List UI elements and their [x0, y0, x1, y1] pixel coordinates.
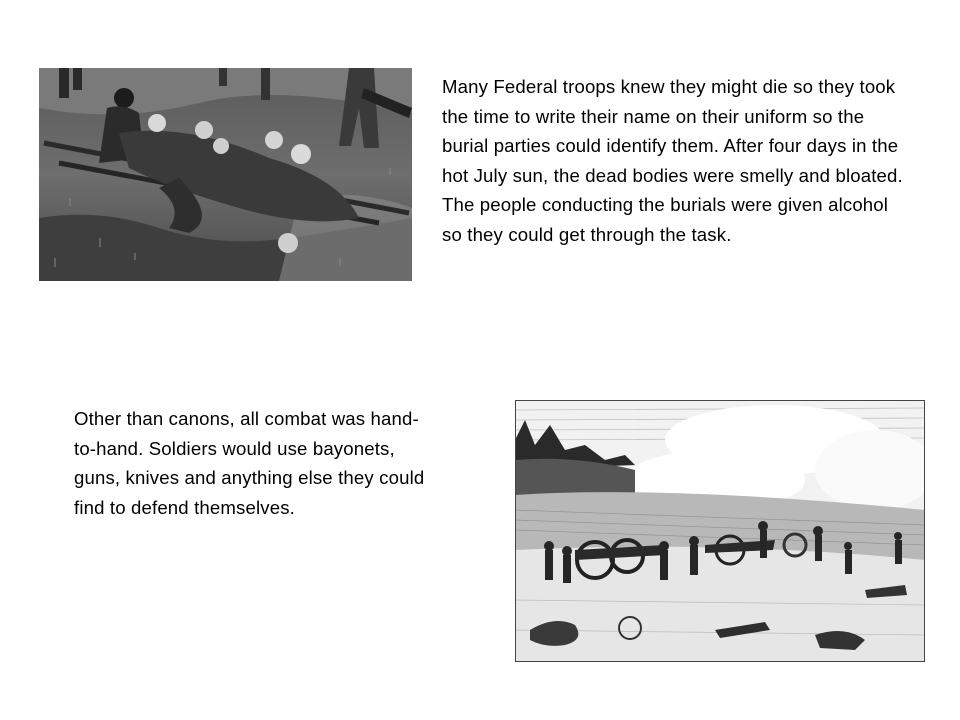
burial-paragraph: Many Federal troops knew they might die so they took the time to write their name on their uniform so the burial parties could identify them. After four days in the hot July sun, the dead bodies were smelly and bloated. The people conducting the burials were given alcohol so they could get through the task.: [442, 76, 903, 245]
artillery-battle-engraving-image: [515, 400, 925, 662]
burial-party-photo: [39, 68, 412, 281]
burial-party-photo-image: [39, 68, 412, 281]
artillery-battle-engraving: [515, 400, 925, 662]
combat-paragraph: Other than canons, all combat was hand-to-hand. Soldiers would use bayonets, guns, knives and anything else they could find to defend themselves.: [74, 408, 425, 518]
